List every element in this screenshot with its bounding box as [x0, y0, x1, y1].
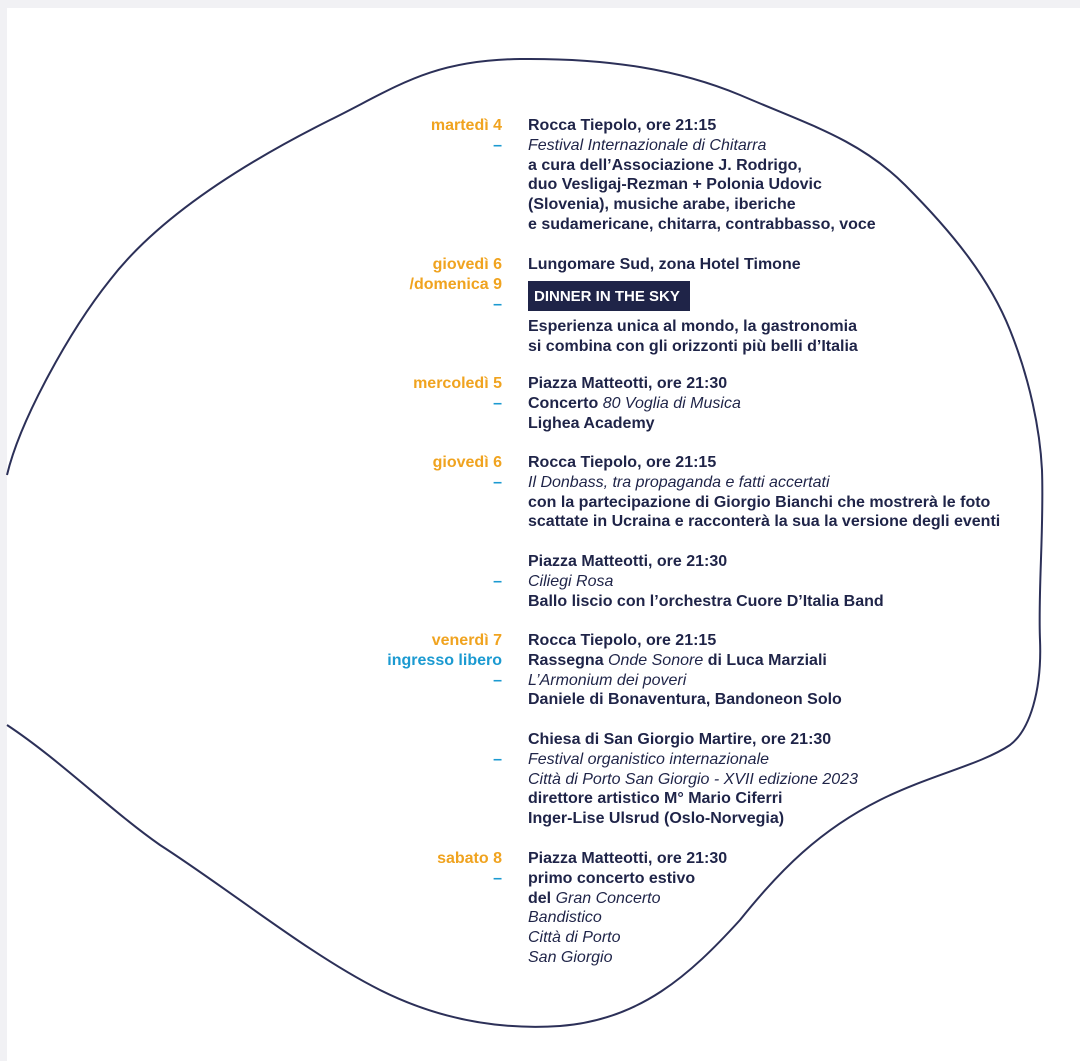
event-description-line: con la partecipazione di Giorgio Bianchi che mostrerà le foto	[528, 493, 991, 511]
event-title-suffix: di Luca Marziali	[707, 651, 827, 669]
event-details	[528, 116, 876, 235]
event-description-line: primo concerto estivo	[528, 869, 696, 887]
event-venue: Rocca Tiepolo, ore 21:15	[528, 454, 717, 471]
event-description-line: e sudamericane, chitarra, contrabbasso, voce	[528, 215, 876, 233]
event-description-line: Daniele di Bonaventura, Bandoneon Solo	[528, 691, 842, 709]
event-title: Festival Internazionale di Chitarra	[528, 136, 767, 154]
event-venue: Piazza Matteotti, ore 21:30	[528, 850, 728, 867]
event-title: Gran Concerto	[555, 889, 661, 907]
event-venue: Lungomare Sud, zona Hotel Timone	[528, 256, 801, 273]
event-title: 80 Voglia di Musica	[602, 394, 741, 412]
event-description-line: si combina con gli orizzonti più belli d’Italia	[528, 337, 858, 355]
event-date-column	[410, 255, 502, 315]
event-subtitle: L’Armonium dei poveri	[528, 671, 687, 689]
event-details	[528, 631, 842, 710]
event-title-line: Città di Porto	[528, 929, 621, 947]
event-date: martedì 4	[430, 117, 502, 134]
event-date: mercoledì 5	[413, 375, 502, 392]
free-entry-label: ingresso libero	[387, 652, 502, 669]
event-date-end: /domenica 9	[409, 276, 502, 293]
dinner-in-the-sky-badge: DINNER IN THE SKY	[528, 281, 690, 311]
event-details	[528, 374, 741, 433]
event-venue: Piazza Matteotti, ore 21:30	[528, 375, 728, 392]
event-date-column	[387, 631, 502, 691]
event-description-line: Esperienza unica al mondo, la gastronomia	[528, 317, 857, 335]
event-title-line: Bandistico	[528, 909, 602, 927]
event-date-column	[413, 374, 502, 414]
event-venue: Rocca Tiepolo, ore 21:15	[528, 117, 717, 134]
event-venue: Piazza Matteotti, ore 21:30	[528, 553, 728, 570]
event-title-line: San Giorgio	[528, 948, 613, 966]
event-venue: Rocca Tiepolo, ore 21:15	[528, 632, 717, 649]
event-description-line: Ballo liscio con l’orchestra Cuore D’Italia Band	[528, 592, 884, 610]
event-date-column	[493, 730, 502, 770]
event-description-line: Lighea Academy	[528, 414, 655, 432]
event-date: giovedì 6	[432, 454, 502, 471]
event-title-line	[528, 394, 741, 414]
event-venue: Chiesa di San Giorgio Martire, ore 21:30	[528, 731, 832, 748]
event-description-line: direttore artistico M° Mario Ciferri	[528, 790, 783, 808]
event-dash: –	[493, 573, 502, 590]
event-title-line	[528, 889, 727, 909]
event-dash: –	[493, 395, 502, 412]
event-description-line: a cura dell’Associazione J. Rodrigo,	[528, 156, 802, 174]
blob-path	[7, 59, 1042, 1027]
event-dash: –	[493, 870, 502, 887]
event-details	[528, 730, 858, 829]
event-dash: –	[493, 672, 502, 689]
event-date-column	[431, 116, 502, 156]
event-title: Festival organistico internazionale	[528, 750, 770, 768]
event-title-prefix: del	[528, 889, 552, 907]
event-title: Il Donbass, tra propaganda e fatti accertati	[528, 473, 830, 491]
event-date-column	[493, 552, 502, 592]
event-title-line	[528, 651, 842, 671]
event-date-column	[437, 849, 502, 889]
event-dash: –	[493, 137, 502, 154]
event-date: venerdì 7	[431, 632, 502, 649]
event-date-column	[433, 453, 502, 493]
event-title: Onde Sonore	[608, 651, 704, 669]
event-description-line: duo Vesligaj-Rezman + Polonia Udovic	[528, 176, 822, 194]
event-date: giovedì 6	[432, 256, 502, 273]
event-dash: –	[493, 474, 502, 491]
event-description-line: (Slovenia), musiche arabe, iberiche	[528, 196, 796, 214]
event-description-line: Inger-Lise Ulsrud (Oslo-Norvegia)	[528, 810, 785, 828]
event-description-line: scattate in Ucraina e racconterà la sua la versione degli eventi	[528, 513, 1001, 531]
event-dash: –	[493, 296, 502, 313]
event-title: Ciliegi Rosa	[528, 572, 614, 590]
event-details	[528, 552, 884, 611]
event-details	[528, 255, 858, 356]
event-date: sabato 8	[437, 850, 502, 867]
event-details	[528, 849, 727, 968]
event-dash: –	[493, 751, 502, 768]
event-title-prefix: Concerto	[528, 394, 599, 412]
event-details	[528, 453, 1000, 532]
event-title-prefix: Rassegna	[528, 651, 604, 669]
event-subtitle: Città di Porto San Giorgio - XVII edizione 2023	[528, 770, 858, 788]
